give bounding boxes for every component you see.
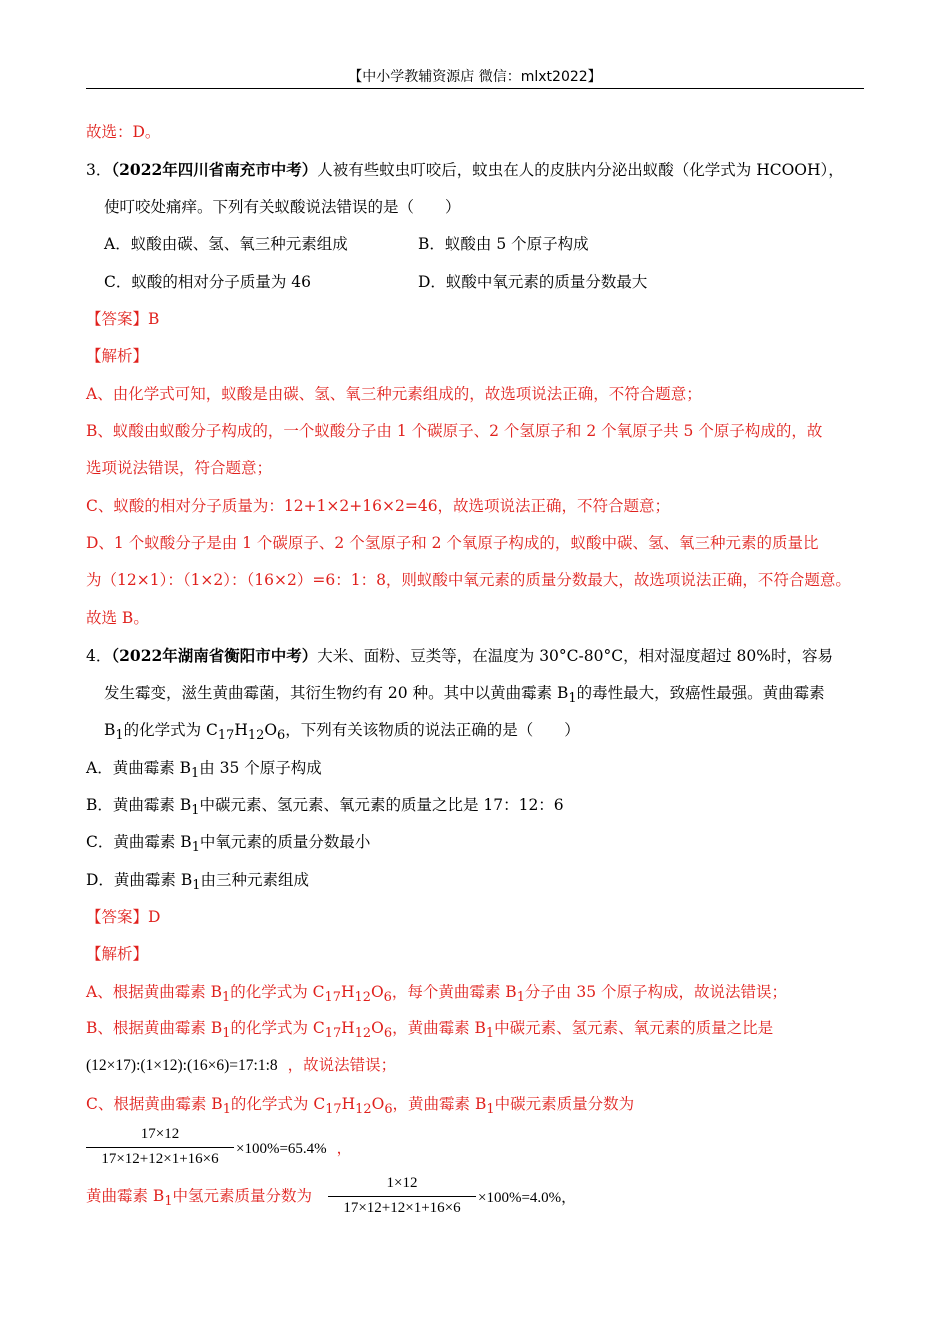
option-text: 由 35 个原子构成 xyxy=(199,759,322,777)
q4-stem2-text: 发生霉变，滋生黄曲霉菌，其衍生物约有 20 种。其中以黄曲霉素 B xyxy=(104,684,569,702)
analysis-text: ，每个黄曲霉素 B xyxy=(391,983,517,1001)
q3-choose: 故选 B。 xyxy=(86,609,149,627)
q3-analysis-d2: 为（12×1）：（1×2）：（16×2）=6：1：8，则蚁酸中氧元素的质量分数最大，故选项说法正确，不符合题意。 xyxy=(86,571,851,589)
q4-stem2-text: 的毒性最大，致癌性最强。黄曲霉素 xyxy=(576,684,825,702)
q3-analysis-a: A、由化学式可知，蚁酸是由碳、氢、氧三种元素组成的，故选项说法正确，不符合题意； xyxy=(86,385,702,403)
option-text: 由三种元素组成 xyxy=(200,871,309,889)
subscript: 1 xyxy=(222,1026,231,1042)
analysis-text: 的化学式为 C xyxy=(230,1095,326,1113)
subscript: 6 xyxy=(383,990,392,1006)
subscript: 6 xyxy=(277,728,286,744)
subscript: 1 xyxy=(164,1194,173,1210)
analysis-text: H xyxy=(340,983,355,1001)
subscript: 1 xyxy=(485,1026,495,1042)
page-header: 【中小学教辅资源店 微信：mlxt2022】 xyxy=(348,69,602,85)
header-divider xyxy=(86,88,864,89)
subscript: 1 xyxy=(191,766,200,782)
hydrogen-fraction-result: ×100%=4.0%， xyxy=(478,1190,577,1206)
q4-option-d xyxy=(86,870,309,896)
analysis-text: B、根据黄曲霉素 B xyxy=(86,1019,223,1037)
q3-analysis-d1: D、1 个蚁酸分子是由 1 个碳原子、2 个氢原子和 2 个氧原子构成的，蚁酸中碳、氢、氧三种元素的质量比 xyxy=(86,534,819,552)
q4-option-b xyxy=(86,795,564,821)
q3-analysis-b1: B、蚁酸由蚁酸分子构成的，一个蚁酸分子由 1 个碳原子、2 个氢原子和 2 个氧原子共 5 个原子构成的，故 xyxy=(86,422,823,440)
option-text: 中氧元素的质量分数最小 xyxy=(199,833,371,851)
subscript: 1 xyxy=(516,990,525,1006)
analysis-text: 的化学式为 C xyxy=(230,983,325,1001)
subscript: 1 xyxy=(115,728,124,744)
subscript: 12 xyxy=(354,1026,372,1042)
q4-analysis-label: 【解析】 xyxy=(86,945,149,963)
analysis-text: ，黄曲霉素 B xyxy=(392,1019,486,1037)
q3-option-a: A．蚁酸由碳、氢、氧三种元素组成 xyxy=(104,235,348,253)
q3-analysis-b2: 选项说法错误，符合题意； xyxy=(86,459,273,477)
q3-option-d: D．蚁酸中氧元素的质量分数最大 xyxy=(418,273,648,291)
q3-number: 3． xyxy=(86,161,112,179)
q4-option-c xyxy=(86,832,370,858)
option-text: B．黄曲霉素 B xyxy=(86,796,192,814)
subscript: 17 xyxy=(324,1026,342,1042)
subscript: 1 xyxy=(191,840,200,856)
fraction-numerator: 17×12 xyxy=(140,1126,180,1142)
q3-stem-line1 xyxy=(86,160,844,180)
subscript: 12 xyxy=(247,728,265,744)
subscript: 17 xyxy=(324,990,341,1006)
subscript: 12 xyxy=(354,990,371,1006)
subscript: 6 xyxy=(383,1026,393,1042)
hydrogen-fraction xyxy=(328,1175,476,1221)
fraction-bar xyxy=(86,1147,234,1148)
analysis-text: 中氢元素质量分数为 xyxy=(172,1187,313,1205)
q4-option-a xyxy=(86,758,322,784)
analysis-text: 的化学式为 C xyxy=(230,1019,325,1037)
q4-analysis-c1 xyxy=(86,1094,634,1120)
q4-analysis-b2 xyxy=(86,1055,396,1076)
fraction-denominator: 17×12+12×1+16×6 xyxy=(101,1151,219,1167)
subscript: 17 xyxy=(217,728,235,744)
analysis-text: ，黄曲霉素 B xyxy=(392,1095,487,1113)
fraction-bar xyxy=(328,1196,476,1197)
subscript: 1 xyxy=(222,1102,231,1118)
analysis-text: H xyxy=(341,1095,356,1113)
q3-answer: 【答案】B xyxy=(86,310,160,328)
q4-stem3-text: H xyxy=(234,721,248,739)
subscript: 1 xyxy=(191,803,200,819)
q3-source: （2022年四川省南充市中考） xyxy=(111,160,318,179)
carbon-fraction xyxy=(86,1126,234,1172)
option-text: A．黄曲霉素 B xyxy=(86,759,192,777)
analysis-text: 分子由 35 个原子构成，故说法错误； xyxy=(524,983,788,1001)
analysis-text: H xyxy=(341,1019,355,1037)
q4-stem3-text: O xyxy=(264,721,278,739)
analysis-text: ，故说法错误； xyxy=(287,1056,397,1074)
fraction-denominator: 17×12+12×1+16×6 xyxy=(343,1200,461,1216)
q4-stem3-text: ，下列有关该物质的说法正确的是（ ） xyxy=(285,721,580,739)
analysis-text: C、根据黄曲霉素 B xyxy=(86,1095,223,1113)
q3-stem-line2: 使叮咬处痛痒。下列有关蚁酸说法错误的是（ ） xyxy=(104,198,461,216)
fraction-numerator: 1×12 xyxy=(386,1175,418,1191)
option-text: 中碳元素、氢元素、氧元素的质量之比是 17：12：6 xyxy=(199,796,564,814)
q4-analysis-b1 xyxy=(86,1018,773,1044)
analysis-text: 黄曲霉素 B xyxy=(86,1187,165,1205)
q4-source: （2022年湖南省衡阳市中考） xyxy=(111,646,318,665)
q4-answer: 【答案】D xyxy=(86,908,161,926)
subscript: 1 xyxy=(568,691,577,707)
subscript: 17 xyxy=(325,1102,342,1118)
analysis-text: 中碳元素、氢元素、氧元素的质量之比是 xyxy=(494,1019,774,1037)
q3-option-b: B．蚁酸由 5 个原子构成 xyxy=(418,235,589,253)
q4-stem-line2 xyxy=(104,683,825,709)
punctuation: ， xyxy=(336,1141,352,1157)
q4-stem-line3 xyxy=(104,720,580,746)
subscript: 6 xyxy=(384,1102,393,1118)
q4-stem1: 大米、面粉、豆类等，在温度为 30°C-80°C，相对湿度超过 80%时，容易 xyxy=(317,647,833,665)
q3-stem1: 人被有些蚊虫叮咬后，蚊虫在人的皮肤内分泌出蚁酸（化学式为 HCOOH）， xyxy=(317,161,844,179)
q3-analysis-c: C、蚁酸的相对分子质量为：12+1×2+16×2=46，故选项说法正确，不符合题意； xyxy=(86,497,671,515)
q4-number: 4． xyxy=(86,647,112,665)
carbon-fraction-result xyxy=(236,1137,352,1158)
subscript: 12 xyxy=(355,1102,372,1118)
q3-analysis-label: 【解析】 xyxy=(86,347,149,365)
q4-stem-line1 xyxy=(86,646,833,666)
q4-analysis-hydrogen xyxy=(86,1186,312,1212)
q4-stem3-text: 的化学式为 C xyxy=(123,721,218,739)
analysis-text: O xyxy=(371,1095,385,1113)
analysis-text: A、根据黄曲霉素 B xyxy=(86,983,223,1001)
fraction-result: ×100%=65.4% xyxy=(236,1141,327,1157)
subscript: 1 xyxy=(222,990,231,1006)
option-text: D．黄曲霉素 B xyxy=(86,871,193,889)
analysis-text: O xyxy=(371,1019,384,1037)
analysis-text: 中碳元素质量分数为 xyxy=(494,1095,635,1113)
q3-option-c: C．蚁酸的相对分子质量为 46 xyxy=(104,273,312,291)
analysis-text: O xyxy=(370,983,384,1001)
q2-choose: 故选：D。 xyxy=(86,123,161,141)
subscript: 1 xyxy=(192,878,201,894)
subscript: 1 xyxy=(486,1102,495,1118)
q4-stem3-text: B xyxy=(104,721,116,739)
mass-ratio-formula: (12×17):(1×12):(16×6)=17:1:8 xyxy=(86,1057,278,1074)
q4-analysis-a xyxy=(86,982,787,1008)
option-text: C．黄曲霉素 B xyxy=(86,833,192,851)
